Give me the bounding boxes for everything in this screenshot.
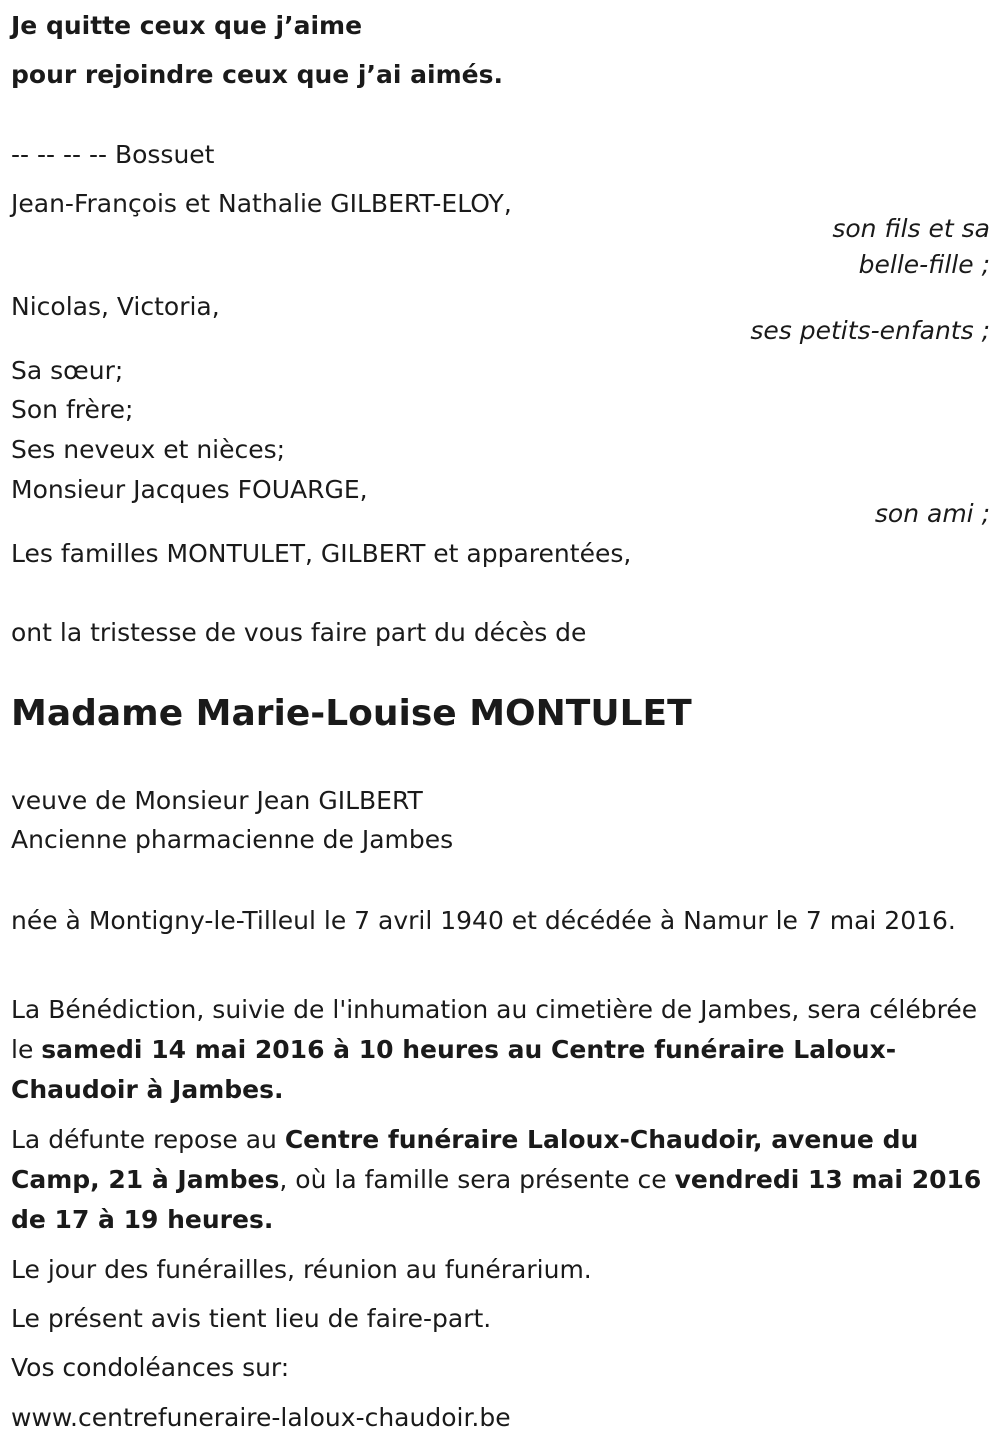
relative-nephews: Ses neveux et nièces; (11, 435, 286, 464)
ceremony-text: La Bénédiction, suivie de l'inhumation au cimetière de Jambes, sera célébrée le (11, 995, 978, 1064)
visitation-paragraph (11, 1120, 991, 1240)
quote-author: -- -- -- -- Bossuet (11, 140, 215, 169)
deceased-profession: Ancienne pharmacienne de Jambes (11, 825, 454, 854)
relative-friend-relation: son ami ; (874, 499, 990, 528)
ceremony-paragraph (11, 990, 991, 1110)
deceased-birth-death: née à Montigny-le-Tilleul le 7 avril 1940 et décédée à Namur le 7 mai 2016. (11, 906, 956, 935)
relative-brother: Son frère; (11, 395, 134, 424)
notice-text: Le présent avis tient lieu de faire-part. (11, 1304, 492, 1333)
quote-line-2: pour rejoindre ceux que j’ai aimés. (11, 60, 503, 89)
family-grandchildren-relation: ses petits-enfants ; (750, 316, 990, 345)
announcement-text: ont la tristesse de vous faire part du décès de (11, 618, 587, 647)
family-son-relation-2: belle-fille ; (858, 250, 990, 279)
visitation-prefix: La défunte repose au (11, 1125, 285, 1154)
visitation-middle: , où la famille sera présente ce (279, 1165, 675, 1194)
relative-families: Les familles MONTULET, GILBERT et apparentées, (11, 539, 632, 568)
family-son-relation-1: son fils et sa (832, 214, 990, 243)
family-grandchildren-names: Nicolas, Victoria, (11, 292, 220, 321)
family-son-names: Jean-François et Nathalie GILBERT-ELOY, (11, 189, 512, 218)
ceremony-datetime: samedi 14 mai 2016 à 10 heures au Centre funéraire Laloux-Chaudoir à Jambes. (11, 1035, 897, 1104)
quote-line-1: Je quitte ceux que j’aime (11, 11, 363, 40)
condolences-label: Vos condoléances sur: (11, 1353, 290, 1382)
visitation-place: Centre funéraire Laloux-Chaudoir, avenue du Camp, 21 à Jambes (11, 1125, 919, 1194)
website-link[interactable]: www.centrefuneraire-laloux-chaudoir.be (11, 1403, 511, 1432)
deceased-widow-of: veuve de Monsieur Jean GILBERT (11, 786, 423, 815)
meeting-text: Le jour des funérailles, réunion au funérarium. (11, 1255, 592, 1284)
relative-friend: Monsieur Jacques FOUARGE, (11, 475, 368, 504)
relative-sister: Sa sœur; (11, 356, 124, 385)
visitation-time: vendredi 13 mai 2016 de 17 à 19 heures. (11, 1165, 982, 1234)
deceased-name: Madame Marie-Louise MONTULET (11, 693, 692, 734)
